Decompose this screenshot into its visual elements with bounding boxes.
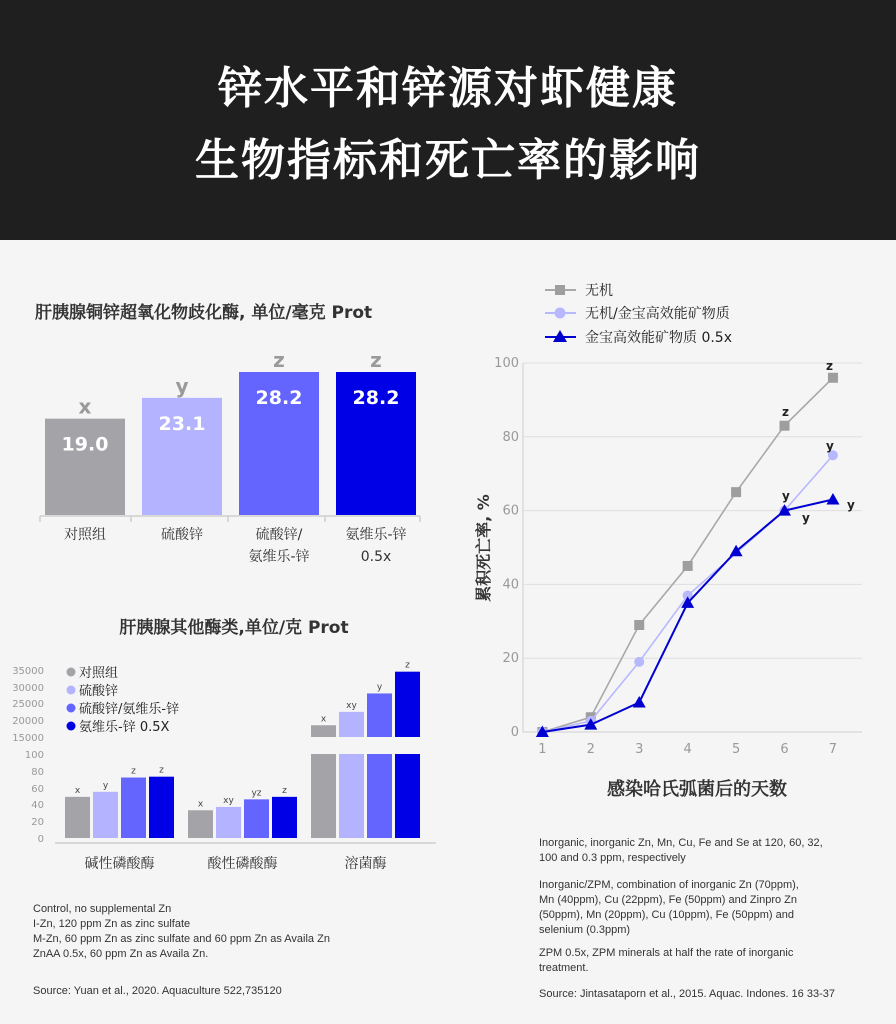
enzyme-significance-letter: x bbox=[197, 799, 204, 810]
mortality-y-tick: 20 bbox=[502, 651, 519, 667]
sod-significance-letter: z bbox=[273, 348, 285, 372]
enzyme-chart-title: 肝胰腺其他酶类,单位/克 Prot bbox=[119, 618, 349, 638]
enzyme-y-tick: 20000 bbox=[12, 716, 44, 727]
enzyme-significance-letter: xy bbox=[346, 700, 357, 711]
enzyme-y-tick: 35000 bbox=[12, 666, 44, 677]
mortality-point bbox=[634, 620, 644, 630]
mortality-y-tick: 80 bbox=[502, 429, 519, 445]
mortality-y-tick: 100 bbox=[494, 356, 519, 371]
page-title-line-2: 生物指标和死亡率的影响 bbox=[195, 135, 701, 186]
mortality-point bbox=[780, 421, 790, 431]
mortality-x-tick: 5 bbox=[731, 742, 741, 757]
left-source: Source: Yuan et al., 2020. Aquaculture 522,735120 bbox=[33, 985, 282, 997]
sod-bar-value: 23.1 bbox=[158, 412, 206, 435]
right-source: Source: Jintasataporn et al., 2015. Aquac. Indones. 16 33-37 bbox=[539, 988, 835, 1000]
enzyme-significance-letter: x bbox=[74, 785, 81, 796]
enzyme-significance-letter: x bbox=[320, 714, 327, 725]
right-note-text: ZPM 0.5x, ZPM minerals at half the rate of inorganic treatment. bbox=[539, 947, 794, 974]
mortality-series-line bbox=[542, 378, 833, 732]
enzyme-y-tick: 60 bbox=[31, 784, 44, 795]
mortality-significance-letter: z bbox=[782, 405, 789, 419]
enzyme-legend-marker bbox=[67, 722, 76, 731]
left-note-line: ZnAA 0.5x, 60 ppm Zn as Availa Zn. bbox=[33, 948, 209, 960]
enzyme-bar-lower bbox=[339, 754, 364, 838]
mortality-point bbox=[731, 487, 741, 497]
enzyme-significance-letter: y bbox=[376, 682, 383, 693]
mortality-legend-marker bbox=[555, 308, 566, 319]
mortality-point bbox=[826, 493, 839, 505]
enzyme-significance-letter: z bbox=[282, 785, 287, 796]
enzyme-y-tick: 25000 bbox=[12, 699, 44, 710]
mortality-x-tick: 6 bbox=[780, 742, 789, 757]
enzyme-significance-letter: y bbox=[102, 780, 109, 791]
mortality-y-tick: 40 bbox=[502, 577, 519, 593]
enzyme-y-tick: 15000 bbox=[12, 733, 44, 744]
right-note bbox=[539, 878, 879, 938]
mortality-point bbox=[633, 696, 646, 708]
enzyme-bar-upper bbox=[311, 725, 336, 737]
enzyme-bar bbox=[65, 797, 90, 838]
enzyme-bar-lower bbox=[395, 754, 420, 838]
left-note-line: I-Zn, 120 ppm Zn as zinc sulfate bbox=[33, 918, 191, 930]
enzyme-bar-lower bbox=[367, 754, 392, 838]
mortality-y-label: 累积死亡率, % bbox=[474, 494, 493, 602]
mortality-point bbox=[683, 561, 693, 571]
enzyme-y-tick: 100 bbox=[24, 750, 44, 761]
sod-category-label: 硫酸锌/ bbox=[255, 527, 303, 543]
enzyme-category-label: 酸性磷酸酶 bbox=[207, 856, 278, 872]
sod-chart-title: 肝胰腺铜锌超氧化物歧化酶, 单位/毫克 Prot bbox=[35, 303, 373, 323]
enzyme-bar bbox=[188, 810, 213, 838]
enzyme-bar bbox=[93, 792, 118, 838]
right-note bbox=[539, 946, 879, 976]
enzyme-significance-letter: z bbox=[159, 765, 164, 776]
left-note-line: Control, no supplemental Zn bbox=[33, 903, 172, 915]
sod-bar-value: 28.2 bbox=[352, 387, 400, 409]
enzyme-legend-marker bbox=[67, 704, 76, 713]
sod-category-label: 对照组 bbox=[64, 527, 106, 543]
enzyme-bar-upper bbox=[339, 712, 364, 737]
enzyme-bar bbox=[244, 799, 269, 838]
right-note-text: Inorganic/ZPM, combination of inorganic Zn (70ppm), Mn (40ppm), Cu (22ppm), Fe (50ppm) and Zinpro Zn (50ppm), Mn (20ppm), Cu (10ppm), Fe (50ppm) and selenium (0.3ppm) bbox=[539, 879, 799, 936]
mortality-significance-letter: y bbox=[802, 511, 810, 525]
enzyme-legend-label: 氨维乐-锌 0.5X bbox=[79, 720, 170, 735]
mortality-series-line bbox=[542, 500, 833, 733]
sod-category-label: 氨维乐-锌 bbox=[248, 549, 310, 565]
mortality-legend-label: 金宝高效能矿物质 0.5x bbox=[585, 330, 732, 346]
enzyme-category-label: 碱性磷酸酶 bbox=[84, 856, 155, 872]
enzyme-legend-marker bbox=[67, 686, 76, 695]
enzyme-significance-letter: yz bbox=[251, 788, 262, 799]
enzyme-y-tick: 40 bbox=[31, 800, 44, 811]
enzyme-y-tick: 0 bbox=[37, 834, 44, 845]
mortality-legend-label: 无机 bbox=[585, 283, 613, 299]
enzyme-bar bbox=[121, 778, 146, 838]
enzyme-category-label: 溶菌酶 bbox=[344, 856, 387, 872]
enzyme-y-tick: 30000 bbox=[12, 683, 44, 694]
mortality-x-tick: 2 bbox=[586, 742, 595, 757]
enzyme-legend-label: 对照组 bbox=[79, 666, 119, 681]
mortality-x-label: 感染哈氏弧菌后的天数 bbox=[607, 779, 787, 800]
enzyme-bar-upper bbox=[395, 672, 420, 737]
enzyme-bar-upper bbox=[367, 693, 392, 737]
mortality-x-tick: 3 bbox=[635, 742, 644, 757]
mortality-x-tick: 7 bbox=[828, 742, 838, 757]
enzyme-bar bbox=[149, 777, 174, 838]
mortality-x-tick: 4 bbox=[683, 742, 692, 757]
mortality-y-tick: 0 bbox=[510, 725, 519, 740]
enzyme-legend-label: 硫酸锌 bbox=[79, 684, 119, 699]
mortality-point bbox=[634, 657, 644, 667]
enzyme-significance-letter: z bbox=[405, 660, 410, 671]
enzyme-bar-lower bbox=[311, 754, 336, 838]
mortality-significance-letter: z bbox=[826, 359, 833, 373]
enzyme-significance-letter: xy bbox=[223, 795, 234, 806]
mortality-legend-label: 无机/金宝高效能矿物质 bbox=[585, 306, 730, 322]
right-note bbox=[539, 836, 879, 866]
sod-category-label: 0.5x bbox=[360, 549, 392, 565]
mortality-legend-marker bbox=[555, 285, 565, 295]
mortality-point bbox=[828, 373, 838, 383]
left-notes bbox=[33, 902, 433, 962]
enzyme-significance-letter: z bbox=[131, 766, 136, 777]
mortality-x-tick: 1 bbox=[538, 742, 547, 757]
left-note-line: M-Zn, 60 ppm Zn as zinc sulfate and 60 ppm Zn as Availa Zn bbox=[33, 933, 330, 945]
enzyme-y-tick: 20 bbox=[31, 817, 44, 828]
mortality-significance-letter: y bbox=[782, 489, 790, 503]
sod-significance-letter: y bbox=[175, 373, 189, 398]
mortality-significance-letter: y bbox=[847, 498, 855, 512]
sod-significance-letter: z bbox=[370, 348, 382, 372]
mortality-significance-letter: y bbox=[826, 439, 834, 453]
enzyme-bar bbox=[272, 797, 297, 838]
enzyme-y-tick: 80 bbox=[31, 767, 44, 778]
sod-significance-letter: x bbox=[78, 394, 92, 419]
enzyme-legend-label: 硫酸锌/氨维乐-锌 bbox=[79, 702, 180, 717]
sod-bar-value: 19.0 bbox=[61, 433, 109, 456]
enzyme-bar bbox=[216, 807, 241, 838]
enzyme-legend-marker bbox=[67, 668, 76, 677]
sod-category-label: 氨维乐-锌 bbox=[345, 527, 407, 543]
right-note-text: Inorganic, inorganic Zn, Mn, Cu, Fe and Se at 120, 60, 32, 100 and 0.3 ppm, respectively bbox=[539, 837, 823, 864]
page-title-line-1: 锌水平和锌源对虾健康 bbox=[218, 63, 678, 114]
sod-bar-value: 28.2 bbox=[255, 387, 303, 409]
sod-category-label: 硫酸锌 bbox=[161, 527, 203, 543]
mortality-y-tick: 60 bbox=[502, 503, 519, 519]
